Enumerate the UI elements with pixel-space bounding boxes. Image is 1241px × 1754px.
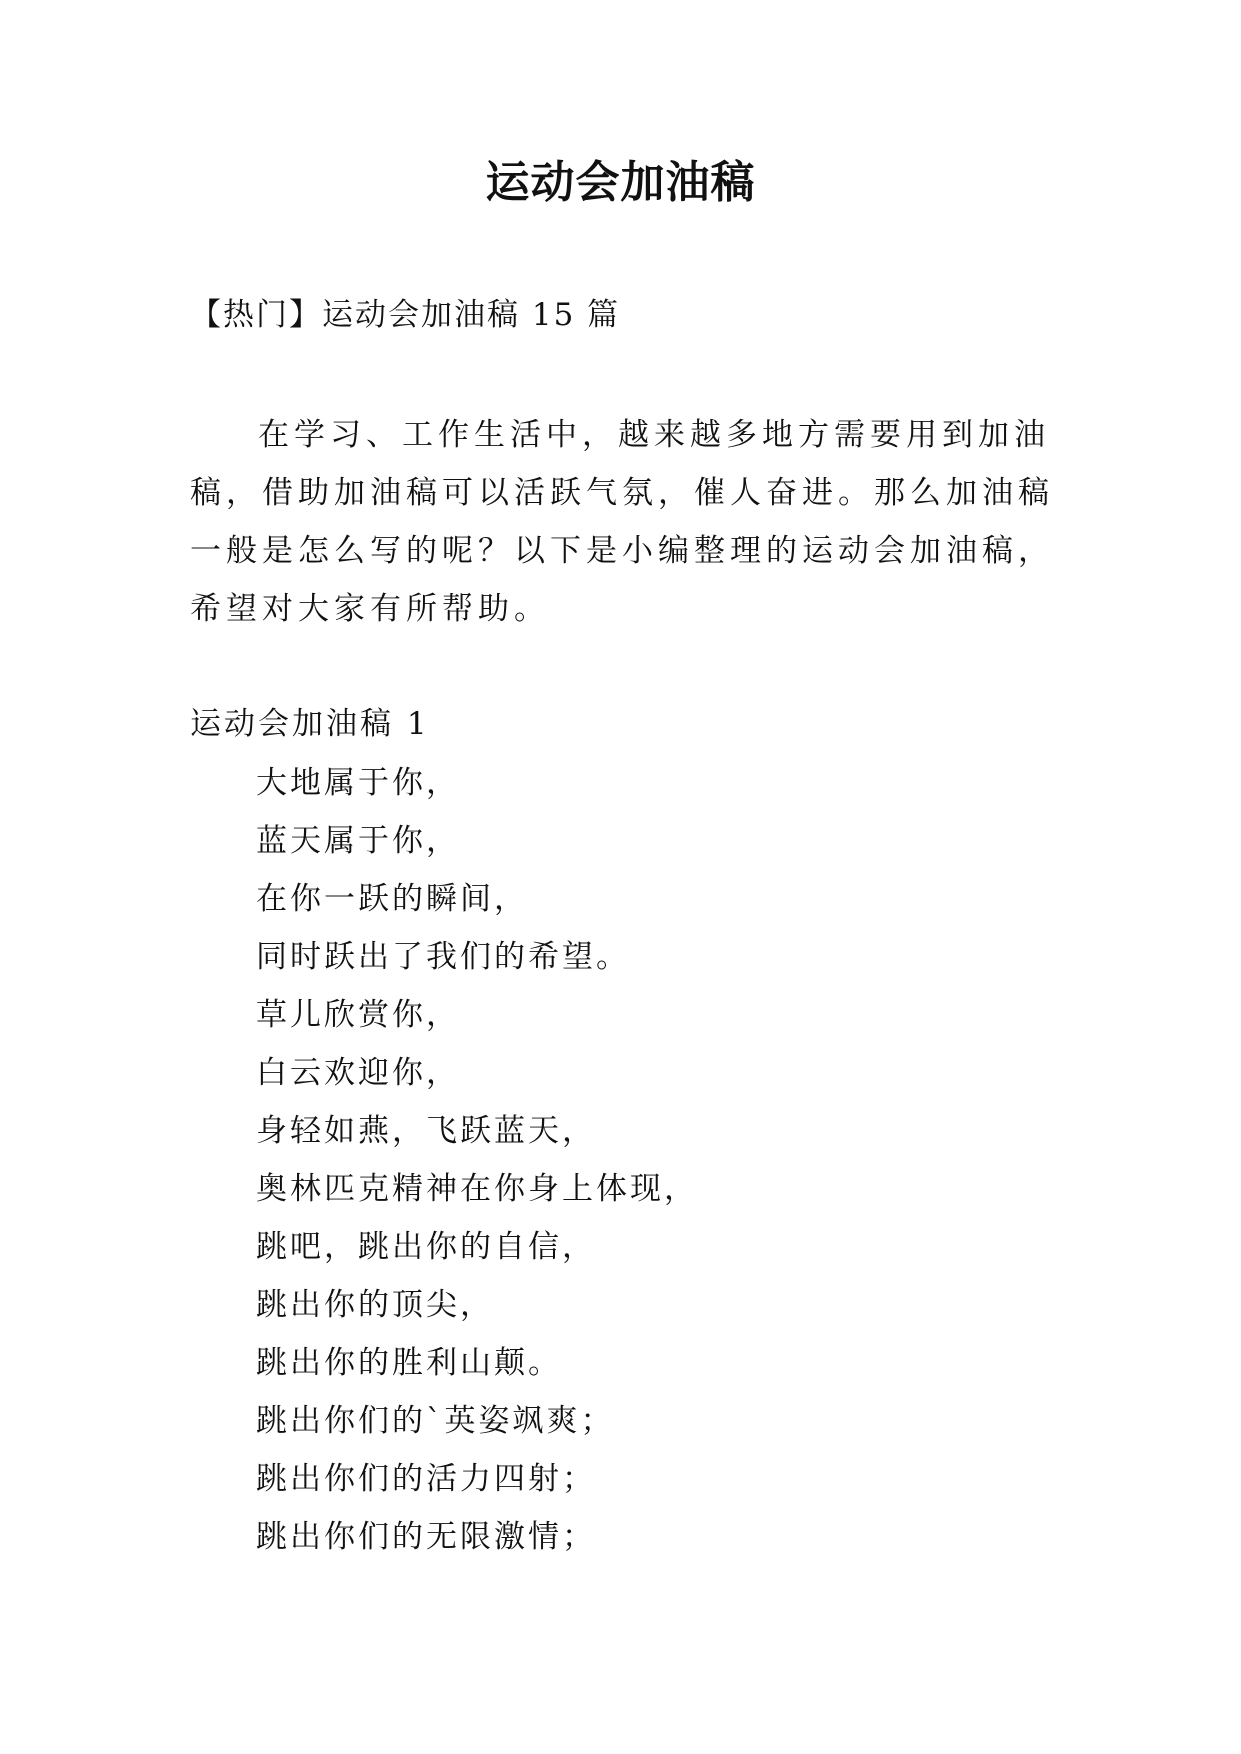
document-subtitle: 【热门】运动会加油稿 15 篇 [190, 297, 621, 333]
poem-line: 奥林匹克精神在你身上体现， [256, 1171, 698, 1207]
poem-line: 同时跃出了我们的希望。 [256, 939, 630, 975]
intro-paragraph: 在学习、工作生活中，越来越多地方需要用到加油稿，借助加油稿可以活跃气氛，催人奋进。那么加油稿一般是怎么写的呢？以下是小编整理的运动会加油稿，希望对大家有所帮助。 [190, 417, 1054, 627]
poem-line: 跳出你们的`英姿飒爽； [256, 1403, 615, 1439]
document-title: 运动会加油稿 [485, 157, 756, 208]
poem-line: 跳出你们的无限激情； [256, 1519, 596, 1555]
poem-line: 蓝天属于你， [256, 823, 460, 859]
poem-line: 在你一跃的瞬间， [256, 881, 528, 917]
poem-line: 大地属于你， [256, 765, 460, 801]
poem-line: 跳出你的顶尖， [256, 1287, 494, 1323]
poem-line: 跳出你们的活力四射； [256, 1461, 596, 1497]
poem-line: 白云欢迎你， [256, 1055, 460, 1091]
poem-line: 草儿欣赏你， [256, 997, 460, 1033]
poem-lines [256, 754, 698, 1566]
poem-line: 跳吧，跳出你的自信， [256, 1229, 596, 1265]
poem-line: 身轻如燕，飞跃蓝天， [256, 1113, 596, 1149]
poem-line: 跳出你的胜利山颠。 [256, 1345, 562, 1381]
section-title: 运动会加油稿 1 [190, 706, 430, 742]
